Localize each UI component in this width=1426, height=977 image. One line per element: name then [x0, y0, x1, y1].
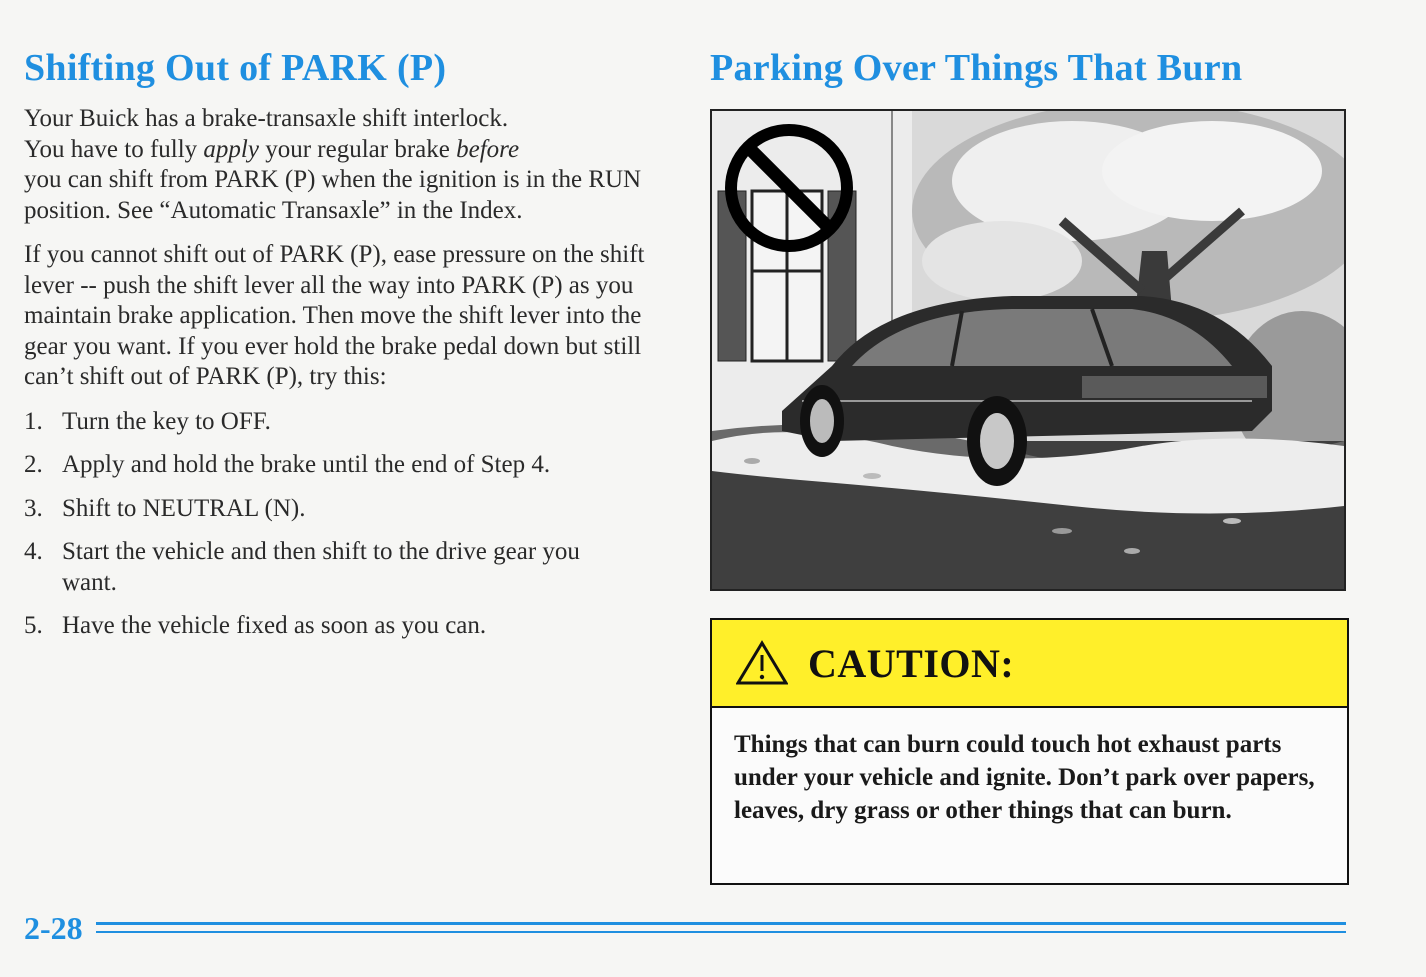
step-number: 3. [24, 494, 43, 522]
caution-text: Things that can burn could touch hot exhaust parts under your vehicle and ignite. Don’t park over papers, leaves, dry grass or other things that can burn. [734, 731, 1315, 824]
step-number: 1. [24, 407, 43, 435]
intro-text-mid: your regular brake [258, 135, 457, 163]
step-text: Turn the key to OFF. [62, 407, 271, 435]
caution-title: CAUTION: [808, 640, 1015, 686]
step-text: Have the vehicle fixed as soon as you can. [62, 612, 487, 639]
step-number: 4. [24, 538, 43, 565]
list-item [24, 611, 664, 642]
intro-paragraph [24, 104, 664, 226]
intro-line: Your Buick has a brake-transaxle shift interlock. [24, 105, 509, 132]
step-number: 5. [24, 612, 43, 639]
step-number: 2. [24, 451, 43, 478]
intro-text-post: you can shift from PARK (P) when the ignition is in the RUN position. See “Automatic Transaxle” in the Index. [24, 166, 642, 224]
steps-list [24, 407, 664, 642]
footer-rule [96, 922, 1346, 936]
section-heading-shifting: Shifting Out of PARK (P) [24, 47, 447, 89]
step-text: Start the vehicle and then shift to the drive gear you want. [62, 538, 580, 596]
caution-header [712, 620, 1347, 708]
caution-box [710, 618, 1349, 885]
instructions-paragraph: If you cannot shift out of PARK (P), ease pressure on the shift lever -- push the shift lever all the way into PARK (P) as you maintain brake application. Then move the shift lever into the gear you want. If you ever hold the brake pedal down but still can’t shift out of PARK (P), try this: [24, 241, 645, 390]
emphasis-before: before [456, 135, 520, 163]
list-item [24, 407, 664, 438]
list-item [24, 450, 664, 481]
list-item [24, 537, 664, 598]
illustration-drawing [712, 111, 1344, 589]
list-item [24, 494, 664, 525]
page-number: 2-28 [24, 910, 83, 946]
left-column [24, 104, 664, 655]
emphasis-apply: apply [203, 135, 259, 163]
car-parked-over-leaves-illustration [710, 109, 1346, 591]
section-heading-parking: Parking Over Things That Burn [710, 47, 1243, 89]
warning-triangle-icon [736, 640, 788, 686]
intro-text-pre: You have to fully [24, 135, 204, 163]
step-text: Apply and hold the brake until the end of Step 4. [62, 451, 551, 478]
step-text: Shift to NEUTRAL (N). [62, 494, 306, 522]
